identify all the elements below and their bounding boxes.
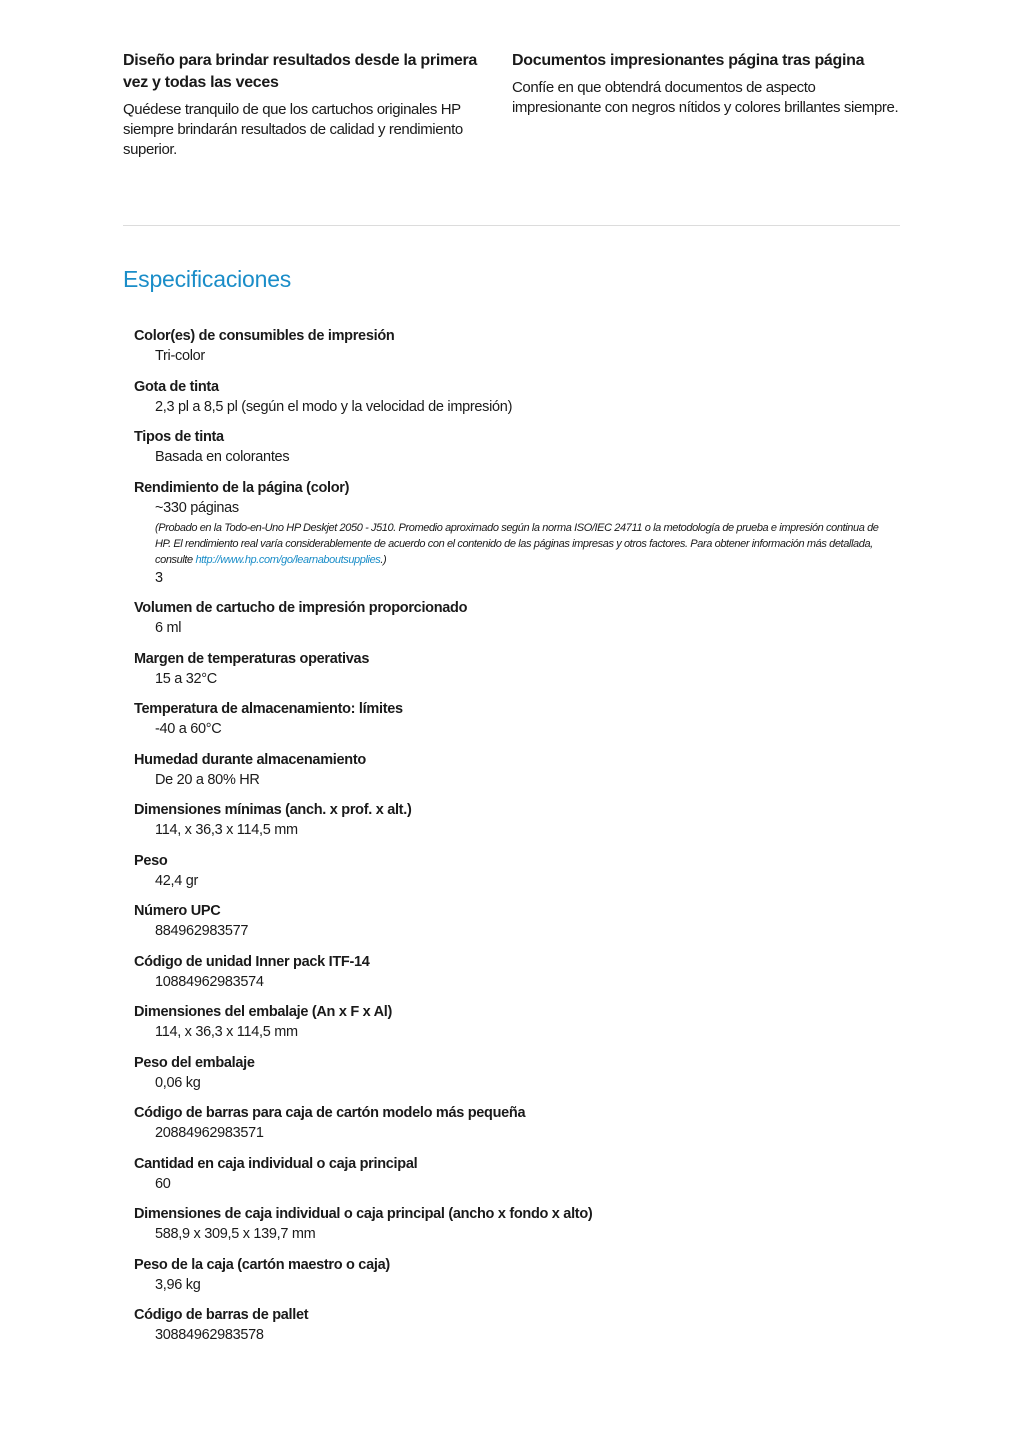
spec-value: 20884962983571 [155, 1125, 264, 1141]
spec-item [134, 478, 894, 588]
spec-label: Peso del embalaje [134, 1054, 255, 1071]
spec-item [134, 952, 894, 992]
footnote-end: .) [380, 553, 387, 566]
spec-label: Código de unidad Inner pack ITF-14 [134, 953, 370, 970]
spec-item [134, 851, 894, 891]
divider [123, 225, 900, 226]
footnote-text: (Probado en la Todo-en-Uno HP Deskjet 2050 - J510. Promedio aproximado según la norma ISO/IEC 24711 o la metodología de prueba e impresión continua de HP. El rendimiento real varía considerablemente de acuerdo con el contenido de las páginas impresas y otros factores. Para obtener información más detallada, consulte [155, 521, 879, 566]
spec-item [134, 750, 894, 790]
spec-value: 2,3 pl a 8,5 pl (según el modo y la velocidad de impresión) [155, 398, 513, 415]
section-title: Especificaciones [123, 266, 292, 292]
spec-item [134, 699, 894, 739]
spec-footnote [134, 520, 894, 568]
spec-item [134, 1002, 894, 1042]
spec-label: Número UPC [134, 903, 221, 919]
spec-label: Tipos de tinta [134, 429, 224, 445]
spec-label: Cantidad en caja individual o caja principal [134, 1155, 418, 1172]
feature-title: Diseño para brindar resultados desde la primera vez y todas las veces [123, 52, 478, 91]
spec-value: 6 ml [155, 620, 182, 636]
features-section [123, 50, 901, 160]
spec-value: Basada en colorantes [155, 449, 290, 465]
spec-value: 114, x 36,3 x 114,5 mm [155, 1024, 298, 1040]
spec-item [134, 1305, 894, 1345]
spec-value: ~330 páginas [155, 499, 239, 516]
spec-value: 15 a 32°C [155, 670, 217, 687]
spec-label: Temperatura de almacenamiento: límites [134, 701, 403, 717]
spec-item [134, 1103, 894, 1143]
spec-value: Tri-color [155, 348, 205, 364]
feature-documents [512, 50, 901, 160]
spec-item [134, 326, 894, 366]
spec-label: Margen de temperaturas operativas [134, 650, 370, 667]
spec-label: Volumen de cartucho de impresión proporcionado [134, 600, 468, 616]
spec-value: De 20 a 80% HR [155, 771, 260, 788]
spec-value: 588,9 x 309,5 x 139,7 mm [155, 1226, 316, 1242]
spec-item [134, 1255, 894, 1295]
spec-item [134, 1154, 894, 1194]
spec-value: 42,4 gr [155, 872, 199, 889]
spec-value: 114, x 36,3 x 114,5 mm [155, 822, 298, 838]
spec-item [134, 377, 894, 417]
spec-item [134, 1053, 894, 1093]
spec-label: Código de barras para caja de cartón modelo más pequeña [134, 1105, 526, 1121]
spec-label: Peso [134, 852, 168, 869]
spec-label: Dimensiones de caja individual o caja principal (ancho x fondo x alto) [134, 1206, 593, 1222]
spec-label: Color(es) de consumibles de impresión [134, 328, 395, 344]
spec-list [134, 326, 894, 1356]
spec-item [134, 649, 894, 689]
feature-title: Documentos impresionantes página tras página [512, 52, 865, 69]
spec-label: Rendimiento de la página (color) [134, 479, 350, 496]
spec-value: -40 a 60°C [155, 721, 222, 737]
spec-item [134, 800, 894, 840]
spec-label: Dimensiones del embalaje (An x F x Al) [134, 1004, 392, 1020]
spec-item [134, 427, 894, 467]
feature-text: Quédese tranquilo de que los cartuchos originales HP siempre brindarán resultados de calidad y rendimiento superior. [123, 101, 463, 158]
feature-text: Confíe en que obtendrá documentos de aspecto impresionante con negros nítidos y colores brillantes siempre. [512, 79, 899, 116]
supplies-link[interactable]: http://www.hp.com/go/learnaboutsupplies [195, 553, 381, 566]
feature-results [123, 50, 512, 160]
spec-label: Gota de tinta [134, 378, 219, 395]
spec-value: 884962983577 [155, 923, 249, 939]
spec-value: 0,06 kg [155, 1074, 201, 1091]
spec-value: 10884962983574 [155, 973, 264, 990]
spec-value: 30884962983578 [155, 1327, 264, 1343]
spec-item [134, 1204, 894, 1244]
spec-value: 3,96 kg [155, 1276, 201, 1293]
spec-label: Peso de la caja (cartón maestro o caja) [134, 1256, 390, 1273]
spec-label: Humedad durante almacenamiento [134, 751, 366, 768]
footnote-marker: 3 [155, 569, 163, 586]
spec-item [134, 901, 894, 941]
spec-label: Código de barras de pallet [134, 1307, 309, 1323]
spec-value: 60 [155, 1175, 171, 1192]
spec-label: Dimensiones mínimas (anch. x prof. x alt.) [134, 802, 412, 818]
spec-item [134, 598, 894, 638]
